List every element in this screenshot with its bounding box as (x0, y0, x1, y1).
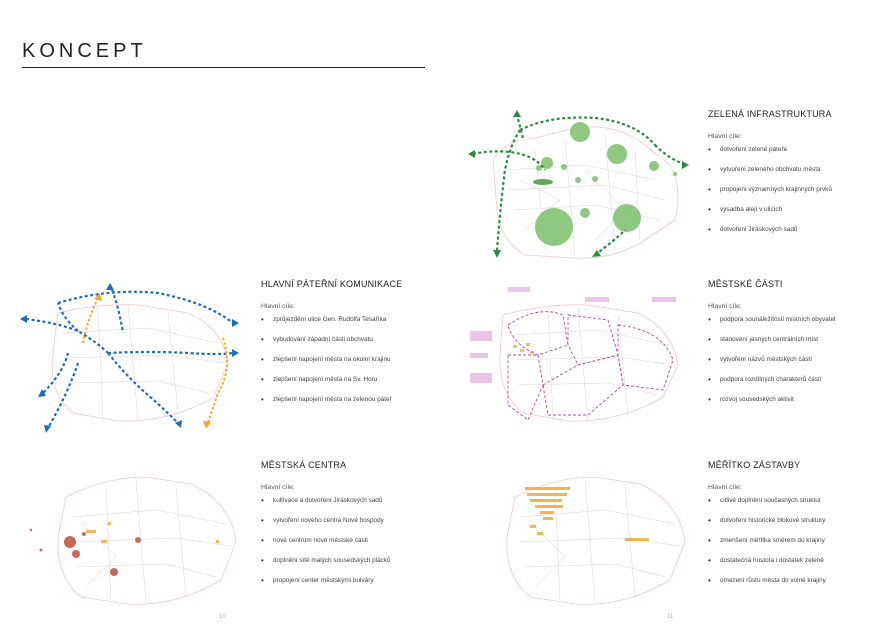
list-item: • zlepšení napojení města na Sv. Horu (261, 375, 426, 385)
list-item: • podpora sounáležitosti místních obyvatel (708, 315, 888, 325)
list-item: • vytvoření nového centra Nové hospody (261, 516, 441, 526)
goals-list (708, 145, 888, 235)
list-item: • zprůjezdění ulice Gen. Rudolfa Tesaříka (261, 315, 426, 325)
list-item: • dotvoření zelené páteře (708, 145, 888, 155)
list-item: • vytvoření názvů městských částí (708, 355, 888, 365)
section-title: ZELENÁ INFRASTRUKTURA (708, 109, 832, 119)
list-item: • dostatečná hustota i dostatek zeleně (708, 556, 888, 566)
list-item: • dotvoření historické blokové struktury (708, 516, 888, 526)
list-item: • propojení center městskými bulváry (261, 576, 441, 586)
section-city-districts (708, 279, 888, 415)
list-item: • vytvoření zeleného obchvatu města (708, 165, 888, 175)
section-main-roads (261, 279, 426, 415)
goals-label: Hlavní cíle: (708, 484, 742, 491)
section-title: HLAVNÍ PÁTEŘNÍ KOMUNIKACE (261, 279, 403, 289)
goals-label: Hlavní cíle: (261, 303, 295, 310)
title-rule (22, 67, 425, 68)
list-item: • doplnění sítě malých sousedských plácků (261, 556, 441, 566)
list-item: • zlepšení napojení města na okolní krajinu (261, 355, 426, 365)
map-building-scale (475, 462, 695, 612)
list-item: • stanovení jasných centrálních míst (708, 335, 888, 345)
list-item: • kultivace a dotvoření Jiráskových sadů (261, 496, 441, 506)
goals-list (261, 315, 426, 405)
map-city-districts (468, 285, 693, 430)
goals-label: Hlavní cíle: (708, 133, 742, 140)
list-item: • nové centrum nové městské části (261, 536, 441, 546)
list-item: • podpora rozdílných charakterů částí (708, 375, 888, 385)
list-item: • vybudování západní části obchvatu (261, 335, 426, 345)
page-number-left: 10 (219, 614, 226, 620)
map-city-centres (26, 462, 246, 612)
page-title: KONCEPT (22, 40, 147, 62)
section-building-scale (708, 460, 888, 596)
list-item: • rozvoj sousedských aktivit (708, 395, 888, 405)
map-main-roads (18, 283, 243, 433)
list-item: • propojení významných krajinných prvků (708, 185, 888, 195)
list-item: • citlivé doplnění současných struktur (708, 496, 888, 506)
page-number-right: 11 (667, 614, 674, 620)
list-item: • zlepšení napojení města na zelenou páteř (261, 395, 426, 405)
section-title: MĚSTSKÁ CENTRA (261, 460, 347, 470)
section-title: MĚŘÍTKO ZÁSTAVBY (708, 460, 801, 470)
list-item: • zmenšení měřítka směrem do krajiny (708, 536, 888, 546)
goals-list (261, 496, 441, 586)
map-green-infrastructure (465, 110, 690, 265)
list-item: • dotvoření Jiráskových sadů (708, 225, 888, 235)
goals-label: Hlavní cíle: (708, 303, 742, 310)
goals-list (708, 496, 888, 586)
section-city-centres (261, 460, 441, 596)
section-title: MĚSTSKÉ ČÁSTI (708, 279, 783, 289)
goals-list (708, 315, 888, 405)
list-item: • omezení růstu města do volné krajiny (708, 576, 888, 586)
goals-label: Hlavní cíle: (261, 484, 295, 491)
list-item: • výsadba alejí v ulicích (708, 205, 888, 215)
section-green-infrastructure (708, 109, 888, 245)
